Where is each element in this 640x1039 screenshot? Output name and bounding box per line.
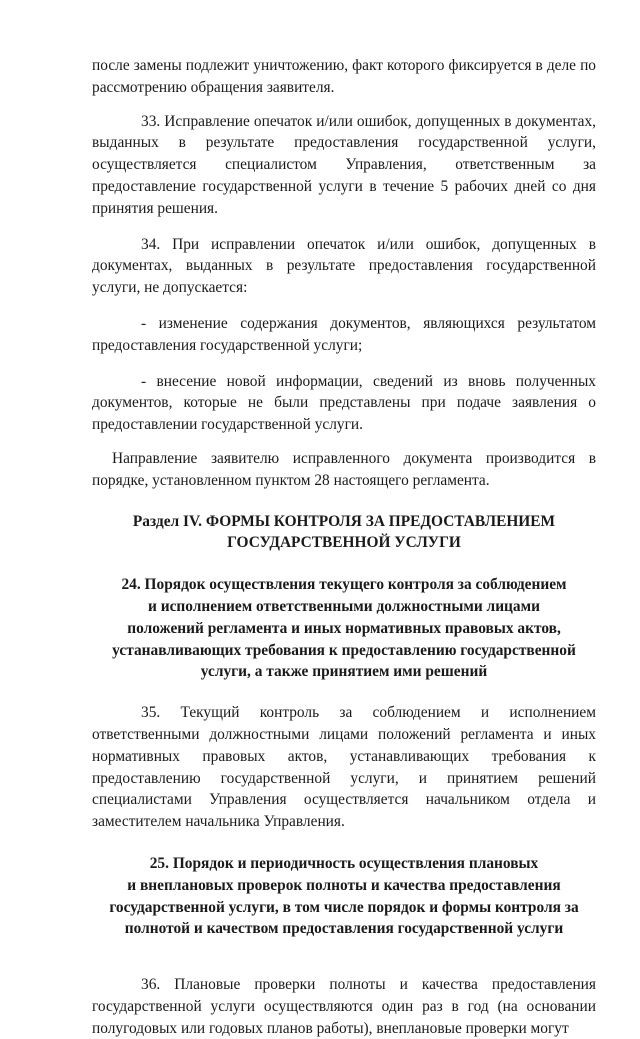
list-item-new-information: - внесение новой информации, сведений из вновь полученных документов, которые не были представлены при подаче заявления о предоставлении государственной услуги. <box>92 372 596 434</box>
paragraph-continuation: после замены подлежит уничтожению, факт которого фиксируется в деле по рассмотрению обращения заявителя. <box>92 57 596 96</box>
heading-line: Раздел IV. ФОРМЫ КОНТРОЛЯ ЗА ПРЕДОСТАВЛЕНИЕМ <box>132 512 556 530</box>
subsection-25-heading <box>92 853 596 940</box>
document-page <box>92 55 596 1039</box>
heading-line: положений регламента и иных нормативных правовых актов, <box>127 619 561 637</box>
paragraph-33: 33. Исправление опечаток и/или ошибок, допущенных в документах, выданных в результате предоставления государственной услуги, осуществляется специалистом Управления, ответственным за предоставление государственной услуги в течение 5 рабочих дней со дня принятия решения. <box>92 112 596 217</box>
heading-line: ГОСУДАРСТВЕННОЙ УСЛУГИ <box>227 534 461 552</box>
heading-line: устанавливающих требования к предоставлению государственной <box>112 641 576 659</box>
paragraph-36: 36. Плановые проверки полноты и качества предоставления государственной услуги осуществляются один раз в год (на основании полугодовых или годовых планов работы), внеплановые проверки могут <box>92 976 596 1037</box>
subsection-24-heading <box>92 574 596 683</box>
heading-line: полнотой и качеством предоставления государственной услуги <box>124 920 564 938</box>
section-4-heading <box>92 511 596 555</box>
heading-line: услуги, а также принятием ими решений <box>200 663 488 681</box>
heading-line: государственной услуги, в том числе порядок и формы контроля за <box>109 898 579 916</box>
heading-line: и внеплановых проверок полноты и качества предоставления <box>127 876 561 894</box>
heading-line: 25. Порядок и периодичность осуществления плановых <box>149 854 539 872</box>
heading-line: и исполнением ответственными должностными лицами <box>148 597 540 615</box>
paragraph-34: 34. При исправлении опечаток и/или ошибок, допущенных в документах, выданных в результате предоставления государственной услуги, не допускается: <box>92 235 596 297</box>
paragraph-35: 35. Текущий контроль за соблюдением и исполнением ответственными должностными лицами положений регламента и иных нормативных правовых актов, устанавливающих требования к предоставлению государственной услуги, и принятием решений специалистами Управления осуществляется начальником отдела и заместителем начальника Управления. <box>92 704 596 831</box>
paragraph-direction: Направление заявителю исправленного документа производится в порядке, установленном пунктом 28 настоящего регламента. <box>92 449 596 489</box>
list-item-change-content: - изменение содержания документов, являющихся результатом предоставления государственной услуги; <box>92 314 596 354</box>
heading-line: 24. Порядок осуществления текущего контроля за соблюдением <box>121 576 567 594</box>
